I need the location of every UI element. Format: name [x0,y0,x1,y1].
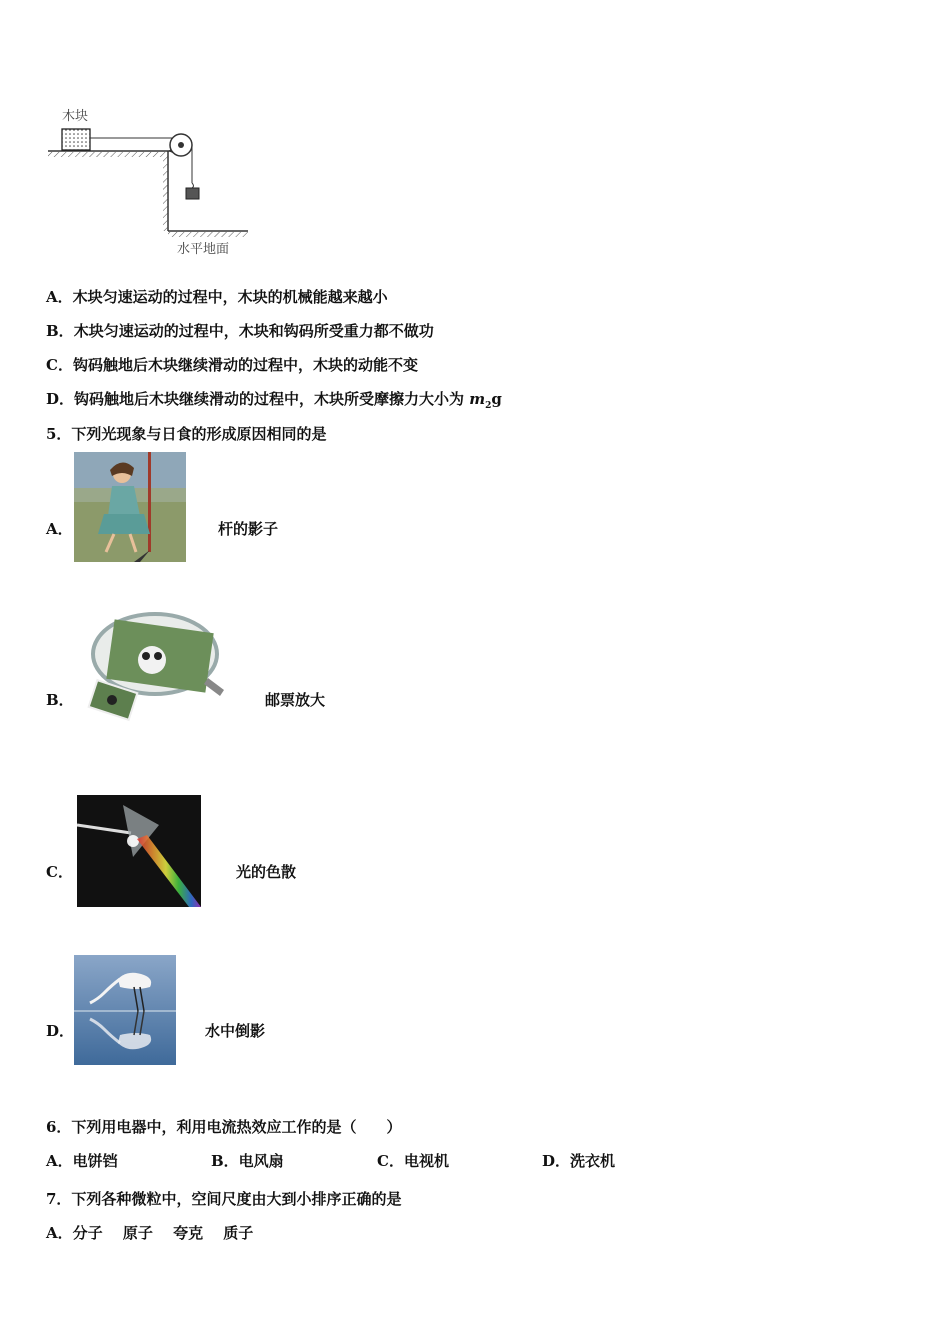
option-text: 钩码触地后木块继续滑动的过程中，木块所受摩擦力大小为 [74,390,470,408]
pulley-axle [178,142,184,148]
mass-subscript: 2 [485,401,492,411]
pole-shadow-image [74,452,186,562]
hook-weight [186,188,199,199]
q5-option-a-caption: 杆的影子 [218,520,279,538]
q5-option-c-caption: 光的色散 [236,863,297,881]
option-letter: C． [46,356,73,374]
q6-option-d: D．洗衣机 [542,1152,616,1170]
q7-option-a: A．分子 原子 夸克 质子 [46,1224,254,1242]
option-letter: B． [46,322,74,340]
block-label: 木块 [62,109,89,124]
table-hatch [48,152,168,157]
q4-option-d [46,388,502,411]
option-letter: D． [46,390,75,408]
wood-block [62,129,90,150]
q6-stem: 6．下列用电器中，利用电流热效应工作的是（ ） [46,1118,402,1136]
q5-option-d-caption: 水中倒影 [205,1022,266,1040]
q6-option-a: A．电饼铛 [46,1152,118,1170]
q4-option-a [46,286,388,307]
q5-option-b-letter: B． [46,691,74,709]
gravity-symbol: g [491,390,502,408]
q6-option-c: C．电视机 [377,1152,449,1170]
ground-label: 水平地面 [177,242,230,257]
q4-option-b [46,320,434,341]
q5-option-c-letter: C． [46,863,73,881]
mass-variable: m [469,390,486,408]
q7-stem: 7．下列各种微粒中，空间尺度由大到小排序正确的是 [46,1190,402,1208]
table-edge-hatch [163,157,168,231]
q6-option-b: B．电风扇 [211,1152,284,1170]
q5-option-a-letter: A． [46,520,73,538]
magnifier-stamp-image [80,612,230,724]
option-text: 木块匀速运动的过程中，木块和钩码所受重力都不做功 [73,322,434,340]
prism-dispersion-image [77,795,201,907]
q5-option-d-letter: D． [46,1022,75,1040]
option-letter: A． [46,288,73,306]
option-text: 木块匀速运动的过程中，木块的机械能越来越小 [72,288,388,306]
pulley-diagram [40,100,270,265]
option-text: 钩码触地后木块继续滑动的过程中，木块的动能不变 [72,356,418,374]
water-reflection-image [74,955,176,1065]
q4-option-c [46,354,418,375]
weight-hook [192,183,194,188]
q5-stem: 5．下列光现象与日食的形成原因相同的是 [46,425,327,443]
ground-hatch [168,232,248,237]
q5-option-b-caption: 邮票放大 [265,691,326,709]
